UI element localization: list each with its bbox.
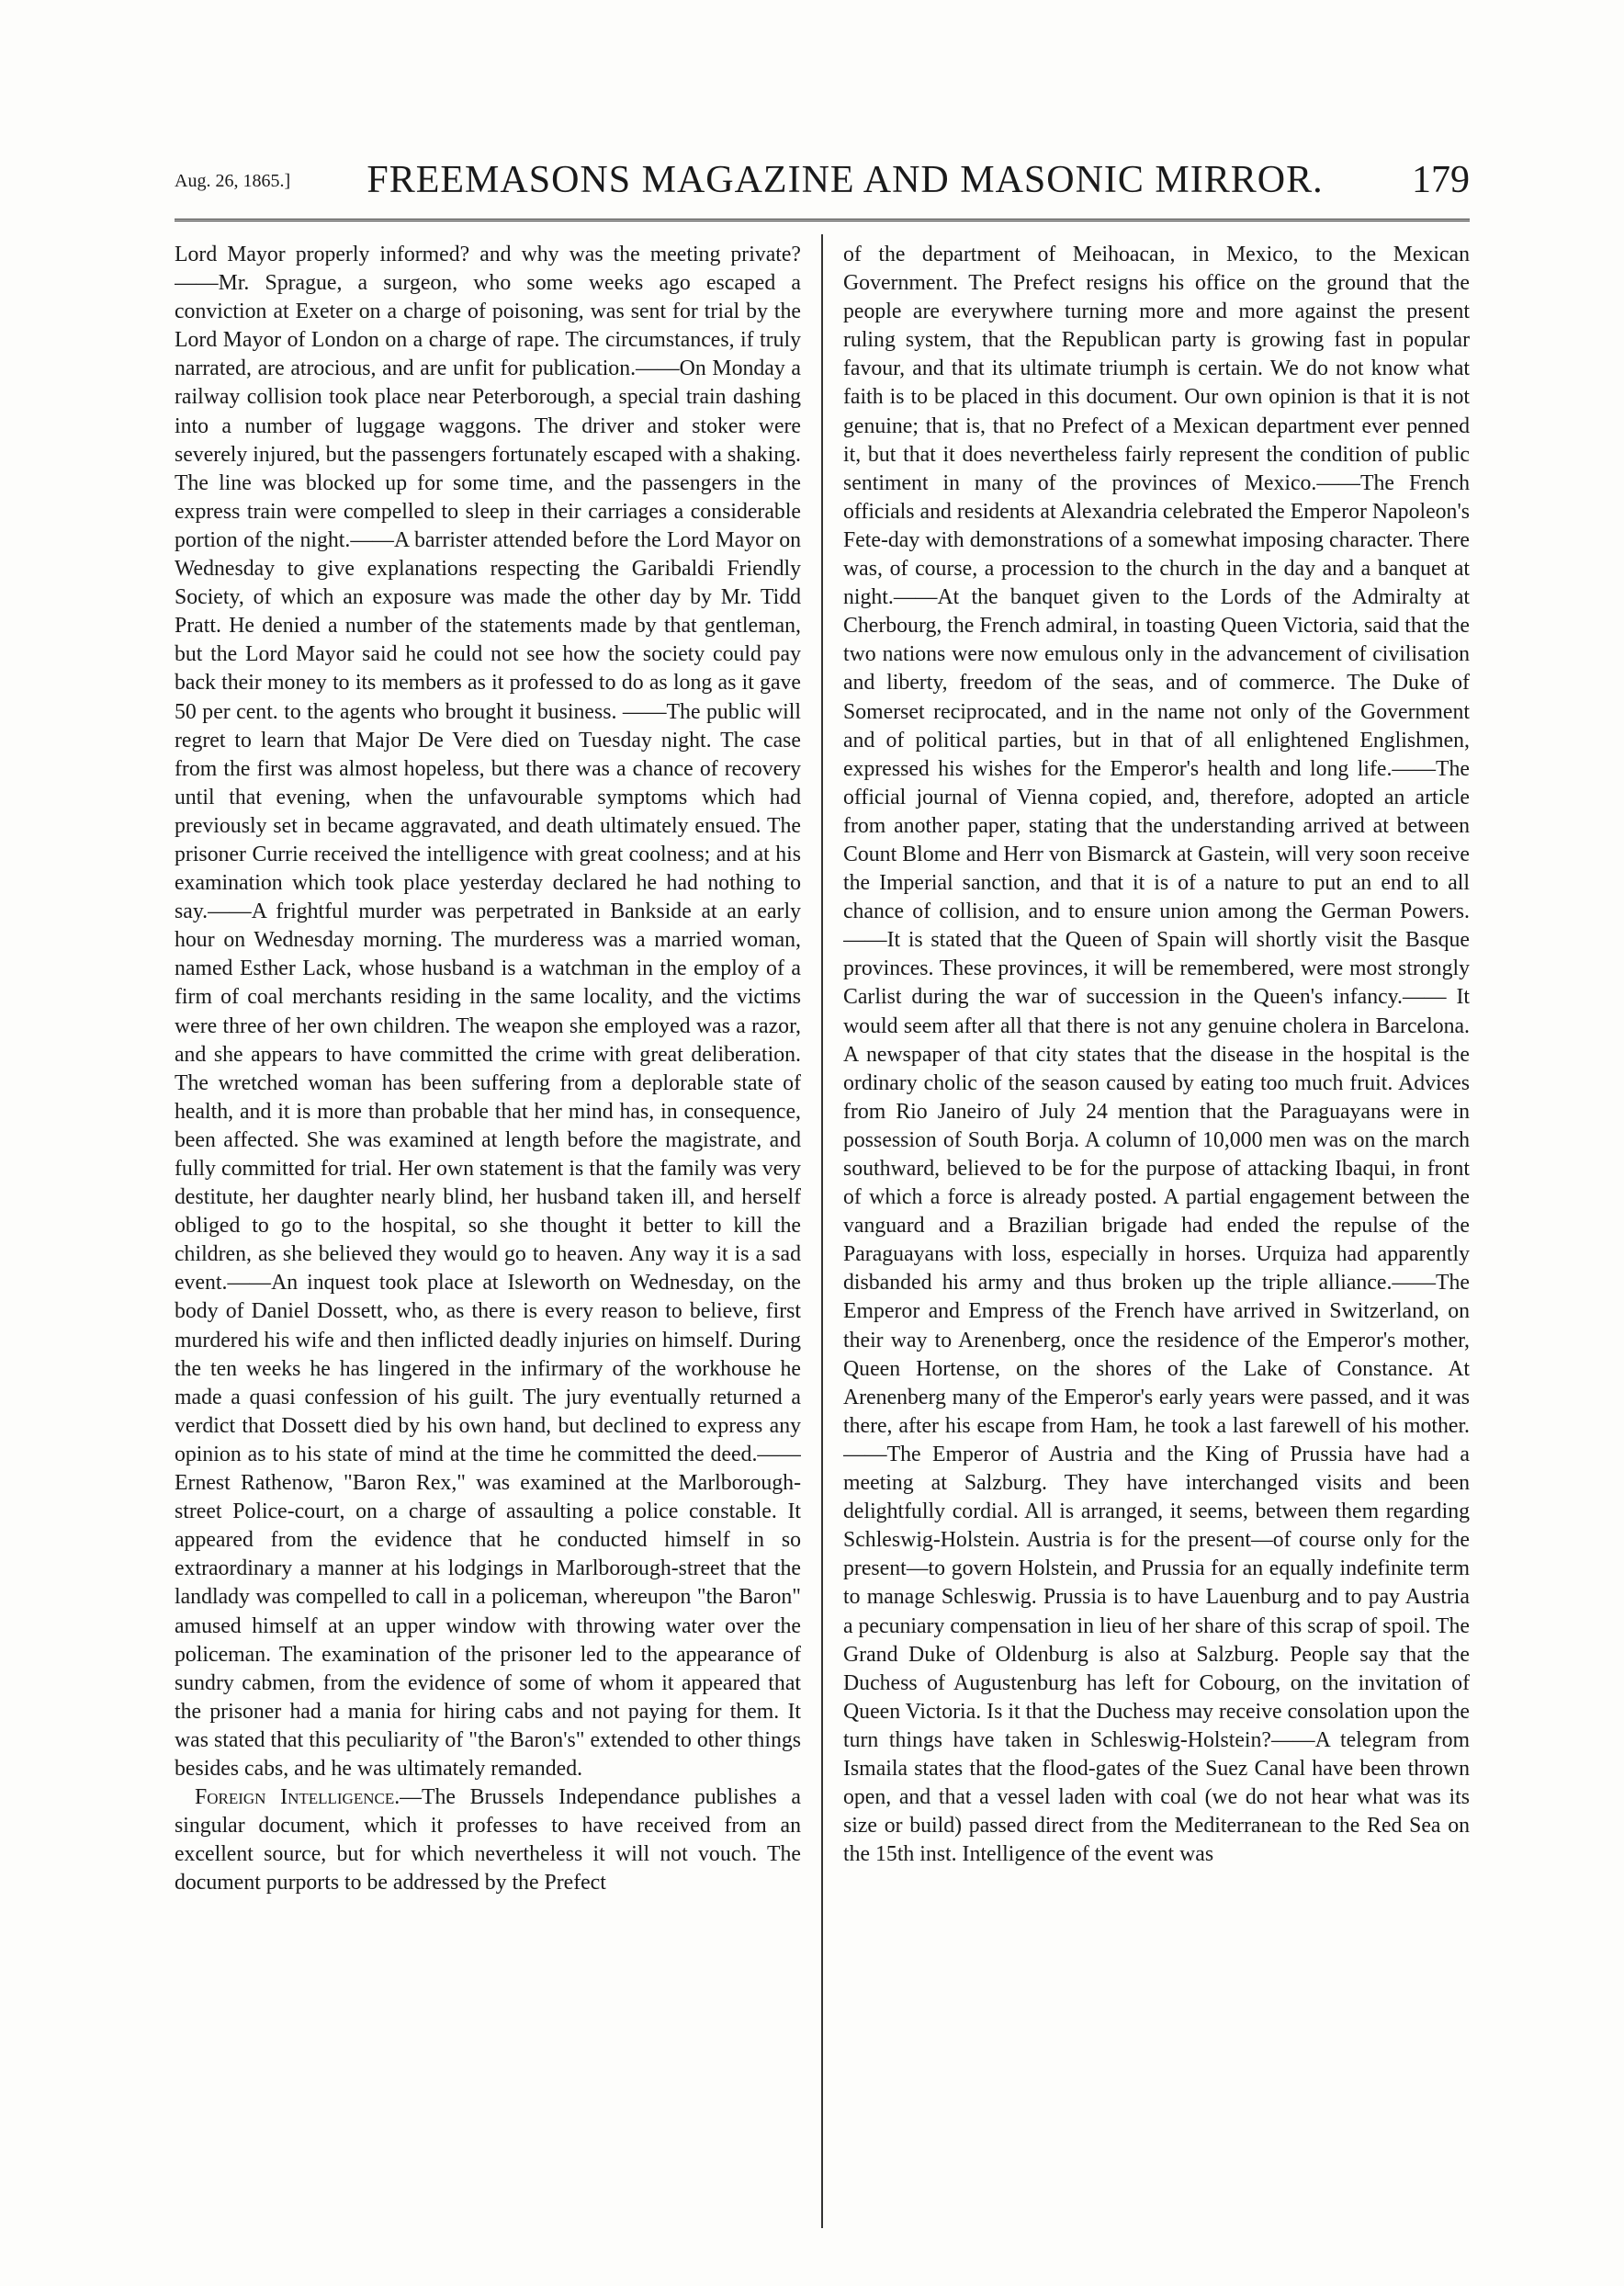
header-rule xyxy=(175,219,1470,221)
page-number: 179 xyxy=(1412,159,1470,201)
left-column xyxy=(175,241,801,2225)
left-paragraph-foreign xyxy=(175,1783,801,1897)
right-column xyxy=(843,241,1470,2225)
foreign-intelligence-text: —The Brussels Independance publishes a singular document, which it professes to have received from an excellent source, but for which nevertheless it will not vouch. The document purports to be addressed by the Prefect xyxy=(175,1785,801,1896)
masthead-title: FREEMASONS MAGAZINE AND MASONIC MIRROR. xyxy=(367,159,1324,201)
page-header xyxy=(175,158,1470,202)
section-heading-foreign-intelligence: Foreign Intelligence. xyxy=(195,1785,400,1810)
left-paragraph-news: Lord Mayor properly informed? and why was the meeting private?——Mr. Sprague, a surgeon, who some weeks ago escaped a conviction at Exeter on a charge of poisoning, was sent for trial by the Lord Mayor of London on a charge of rape. The circumstances, if truly narrated, are atrocious, and are unfit for publication.——On Monday a railway collision took place near Peterborough, a special train dashing into a number of luggage waggons. The driver and stoker were severely injured, but the passengers fortunately escaped with a shaking. The line was blocked up for some time, and the passengers in the express train were compelled to sleep in their carriages a considerable portion of the night.——A barrister attended before the Lord Mayor on Wednesday to give explanations respecting the Garibaldi Friendly Society, of which an exposure was made the other day by Mr. Tidd Pratt. He denied a number of the statements made by that gentleman, but the Lord Mayor said he could not see how the society could pay back their money to its members as it professed to do as long as it gave 50 per cent. to the agents who brought it business. ——The public will regret to learn that Major De Vere died on Tuesday night. The case from the first was almost hopeless, but there was a chance of recovery until that evening, when the unfavourable symptoms which had previously set in became aggravated, and death ultimately ensued. The prisoner Currie received the intelligence with great coolness; and at his examination which took place yesterday declared he had nothing to say.——A frightful murder was perpetrated in Bankside at an early hour on Wednesday morning. The murderess was a married woman, named Esther Lack, whose husband is a watchman in the employ of a firm of coal merchants residing in the same locality, and the victims were three of her own children. The weapon she employed was a razor, and she appears to have committed the crime with great deliberation. The wretched woman has been suffering from a deplorable state of health, and it is more than probable that her mind has, in consequence, been affected. She was examined at length before the magistrate, and fully committed for trial. Her own statement is that the family was very destitute, her daughter nearly blind, her husband taken ill, and herself obliged to go to the hospital, so she thought it better to kill the children, as she believed they would go to heaven. Any way it is a sad event.——An inquest took place at Isleworth on Wednesday, on the body of Daniel Dossett, who, as there is every reason to believe, first murdered his wife and then inflicted deadly injuries on himself. During the ten weeks he has lingered in the infirmary of the workhouse he made a quasi confession of his guilt. The jury eventually returned a verdict that Dossett died by his own hand, but declined to express any opinion as to his state of mind at the time he committed the deed.——Ernest Rathenow, "Baron Rex," was examined at the Marlborough-street Police-court, on a charge of assaulting a police constable. It appeared from the evidence that he conducted himself in so extraordinary a manner at his lodgings in Marlborough-street that the landlady was compelled to call in a policeman, whereupon "the Baron" amused himself at an upper window with throwing water over the policeman. The examination of the prisoner led to the appearance of sundry cabmen, from the evidence of some of whom it appeared that the prisoner had a mania for hiring cabs and not paying for them. It was stated that this peculiarity of "the Baron's" extended to other things besides cabs, and he was ultimately remanded. xyxy=(175,243,801,1781)
column-divider xyxy=(821,234,823,2228)
right-paragraph: of the department of Meihoacan, in Mexico, to the Mexican Government. The Prefect resigns his office on the ground that the people are everywhere turning more and more against the present ruling system, that the Republican party is growing fast in popular favour, and that its ultimate triumph is certain. We do not know what faith is to be placed in this document. Our own opinion is that it is not genuine; that is, that no Prefect of a Mexican department ever penned it, but that it does nevertheless fairly represent the condition of public sentiment in many of the provinces of Mexico.——The French officials and residents at Alexandria celebrated the Emperor Napoleon's Fete-day with demonstrations of a somewhat imposing character. There was, of course, a procession to the church in the day and a banquet at night.——At the banquet given to the Lords of the Admiralty at Cherbourg, the French admiral, in toasting Queen Victoria, said that the two nations were now emulous only in the advancement of civilisation and liberty, freedom of the seas, and of commerce. The Duke of Somerset reciprocated, and in the name not only of the Government and of political parties, but in that of all enlightened Englishmen, expressed his wishes for the Emperor's health and long life.——The official journal of Vienna copied, and, therefore, adopted an article from another paper, stating that the understanding arrived at between Count Blome and Herr von Bismarck at Gastein, will very soon receive the Imperial sanction, and that it is of a nature to put an end to all chance of collision, and to ensure union among the German Powers.——It is stated that the Queen of Spain will shortly visit the Basque provinces. These provinces, it will be remembered, were most strongly Carlist during the war of succession in the Queen's infancy.—— It would seem after all that there is not any genuine cholera in Barcelona. A newspaper of that city states that the disease in the hospital is the ordinary cholic of the season caused by eating too much fruit. Advices from Rio Janeiro of July 24 mention that the Paraguayans were in possession of South Borja. A column of 10,000 men was on the march southward, believed to be for the purpose of attacking Ibaqui, in front of which a force is already posted. A partial engagement between the vanguard and a Brazilian brigade had ended the repulse of the Paraguayans with loss, especially in horses. Urquiza had apparently disbanded his army and thus broken up the triple alliance.——The Emperor and Empress of the French have arrived in Switzerland, on their way to Arenenberg, once the residence of the Emperor's mother, Queen Hortense, on the shores of the Lake of Constance. At Arenenberg many of the Emperor's early years were passed, and it was there, after his escape from Ham, he took a last farewell of his mother.——The Emperor of Austria and the King of Prussia have had a meeting at Salzburg. They have interchanged visits and been delightfully cordial. All is arranged, it seems, between them regarding Schleswig-Holstein. Austria is for the present—of course only for the present—to govern Holstein, and Prussia for an equally indefinite term to manage Schleswig. Prussia is to have Lauenburg and to pay Austria a pecuniary compensation in lieu of her share of this scrap of spoil. The Grand Duke of Oldenburg is also at Salzburg. People say that the Duchess of Augustenburg has left for Cobourg, on the invitation of Queen Victoria. Is it that the Duchess may receive consolation upon the turn things have taken in Schleswig-Holstein?——A telegram from Ismaila states that the flood-gates of the Suez Canal have been thrown open, and that a vessel laden with coal (we do not hear what was its size or build) passed direct from the Mediterranean to the Red Sea on the 15th inst. Intelligence of the event was xyxy=(843,243,1470,1867)
issue-date: Aug. 26, 1865.] xyxy=(175,171,291,191)
